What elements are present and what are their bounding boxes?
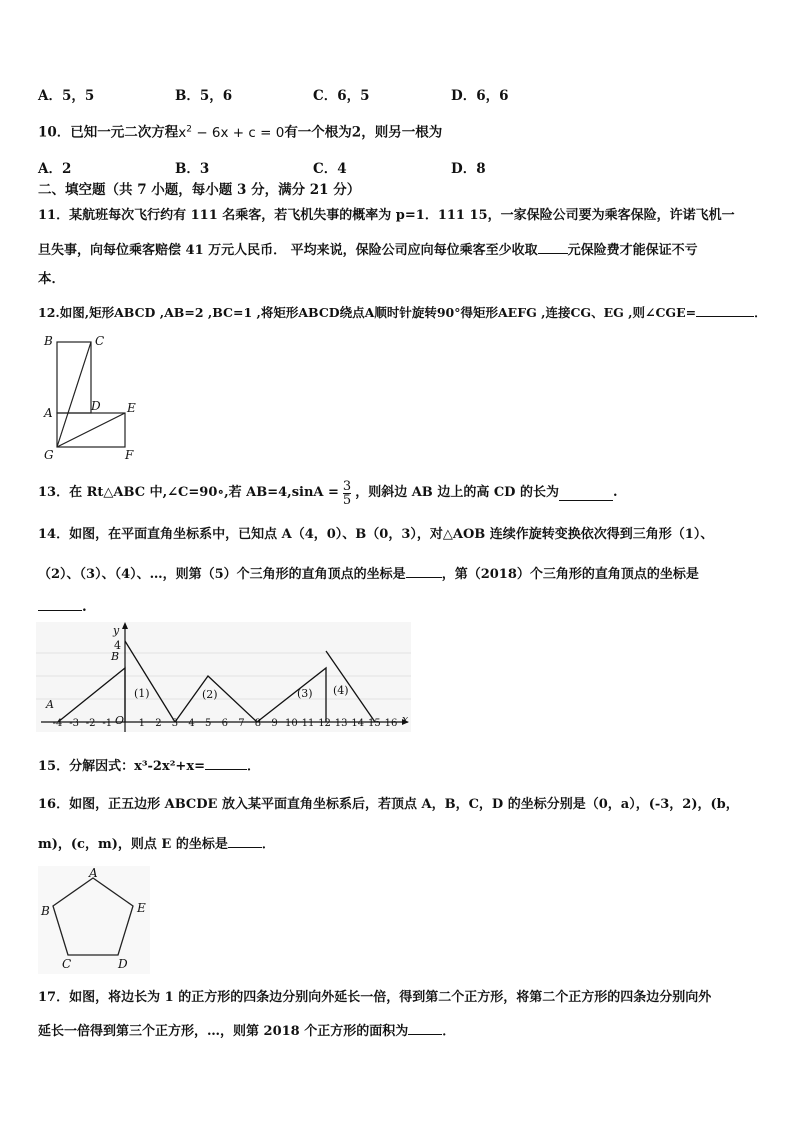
q14-x-tick-label: 9 <box>271 718 278 729</box>
q10-option-a: A．2 <box>38 161 72 177</box>
q14-triangle-1: (1) <box>134 687 150 700</box>
q12-answer-blank <box>696 302 754 317</box>
q10-option-c: C．4 <box>313 161 347 177</box>
q16-line2: m)，(c，m)，则点 E 的坐标是 ． <box>38 833 275 854</box>
q17-line2: 延长一倍得到第三个正方形，…，则第 2018 个正方形的面积为 ． <box>38 1020 455 1041</box>
q14-x-tick-label: 6 <box>221 718 228 729</box>
q14-triangle-2: (2) <box>202 688 218 701</box>
q14-x-tick-label: 8 <box>254 718 262 729</box>
q9-option-d: D．6，6 <box>451 88 509 104</box>
q14-x-tick-label: -1 <box>102 718 113 729</box>
q9-option-a: A．5，5 <box>38 88 95 104</box>
q12-label-e: E <box>127 401 136 415</box>
q16-label-e: E <box>137 901 146 915</box>
q14-label-a: A <box>46 698 54 711</box>
q16-answer-blank <box>228 833 262 848</box>
q14-x-tick-label: -4 <box>52 718 63 729</box>
q16-line1: 16．如图，正五边形 ABCDE 放入某平面直角坐标系后，若顶点 A，B，C，D 的坐标分别是（0，a），(-3，2)，(b， <box>38 797 739 812</box>
q16-label-c: C <box>62 957 72 971</box>
q13-answer-blank <box>559 486 613 501</box>
q14-x-tick-label: 4 <box>188 718 195 729</box>
q16-label-b: B <box>41 904 50 918</box>
q14-x-tick-label: 15 <box>368 718 381 729</box>
q14-line2: （2）、（3）、（4）、…，则第（5）个三角形的直角顶点的坐标是 ，第（2018）个三角形的直角顶点的坐标是 <box>38 563 699 584</box>
q12-label-g: G <box>44 448 54 462</box>
q14-y-tick-4: 4 <box>114 639 121 652</box>
q15-answer-blank <box>205 755 247 770</box>
q14-x-tick-label: 7 <box>238 718 245 729</box>
q13-question: 13．在 Rt△ABC 中,∠C=90∘,若 AB=4,sinA = $\frac{3}{5}$ ，则斜边 AB 边上的高 CD 的长为 . <box>38 478 618 508</box>
q12-label-d: D <box>91 399 101 413</box>
q15-question: 15．分解因式：x³-2x²+x= ． <box>38 755 260 776</box>
q11-line2: 旦失事，向每位乘客赔偿 41 万元人民币． 平均来说，保险公司应向每位乘客至少收取 元保险费才能保证不亏 <box>38 239 698 260</box>
q11-answer-blank <box>538 239 568 254</box>
q14-label-o: O <box>115 714 125 727</box>
q12-label-b: B <box>44 334 53 348</box>
q16-label-d: D <box>118 957 128 971</box>
q14-line3: . <box>38 596 87 616</box>
q12-question: 12.如图,矩形ABCD ,AB=2 ,BC=1 ,将矩形ABCD绕点A顺时针旋转90°得矩形AEFG ,连接CG、EG ,则∠CGE= ． <box>38 302 767 322</box>
q14-answer-blank-1 <box>406 563 442 578</box>
q14-x-tick-label: 14 <box>351 718 365 729</box>
q14-x-tick-label: 5 <box>205 718 212 729</box>
q14-y-axis-label: y <box>113 624 120 637</box>
q12-label-c: C <box>95 334 105 348</box>
q14-triangle-3: (3) <box>297 687 313 700</box>
q11-line1: 11．某航班每次飞行约有 111 名乘客，若飞机失事的概率为 p=1．111 15，一家保险公司要为乘客保险，许诺飞机一 <box>38 208 735 223</box>
q14-line1: 14．如图，在平面直角坐标系中，已知点 A（4，0）、B（0，3），对△AOB 连续作旋转变换依次得到三角形（1）、 <box>38 527 714 542</box>
q14-x-tick-label: 13 <box>334 718 348 729</box>
q16-label-a: A <box>89 866 98 880</box>
q16-pentagon-figure <box>38 866 150 974</box>
section-heading: 二、填空题（共 7 小题，每小题 3 分，满分 21 分） <box>38 182 361 198</box>
q14-triangle-4: (4) <box>333 684 349 697</box>
q14-x-tick-label: -2 <box>85 718 96 729</box>
q14-label-b: B <box>111 650 120 663</box>
q14-x-tick-label: 11 <box>301 718 315 729</box>
q12-label-f: F <box>125 448 134 462</box>
q14-coordinate-figure <box>36 622 411 732</box>
q10-option-b: B．3 <box>175 161 210 177</box>
q11-line3: 本． <box>38 271 65 287</box>
q14-x-tick-label: 3 <box>171 718 179 729</box>
q9-option-b: B．5，6 <box>175 88 233 104</box>
q14-x-axis-label: x <box>402 713 409 726</box>
q12-rectangle-figure <box>40 332 150 464</box>
q13-fraction: $\frac{3}{5}$ <box>342 478 352 508</box>
q9-option-c: C．6，5 <box>313 88 370 104</box>
q14-x-tick-label: 16 <box>384 718 398 729</box>
q14-x-tick-label: 2 <box>155 718 162 729</box>
q10-option-d: D．8 <box>451 161 486 177</box>
q14-x-tick-label: 10 <box>285 718 298 729</box>
q14-x-tick-label: 1 <box>138 718 145 729</box>
q17-line1: 17．如图，将边长为 1 的正方形的四条边分别向外延长一倍，得到第二个正方形，将第二个正方形的四条边分别向外 <box>38 990 712 1005</box>
q12-label-a: A <box>44 406 53 420</box>
q14-answer-blank-2 <box>38 596 82 611</box>
q14-x-tick-label: 12 <box>318 718 331 729</box>
q14-x-tick-label: -3 <box>69 718 79 729</box>
q14-x-ticks <box>53 718 398 729</box>
q10-question: 10．已知一元二次方程$x^2 - 6x + c = 0$有一个根为2，则另一根为 <box>38 124 443 141</box>
q17-answer-blank <box>408 1020 442 1035</box>
